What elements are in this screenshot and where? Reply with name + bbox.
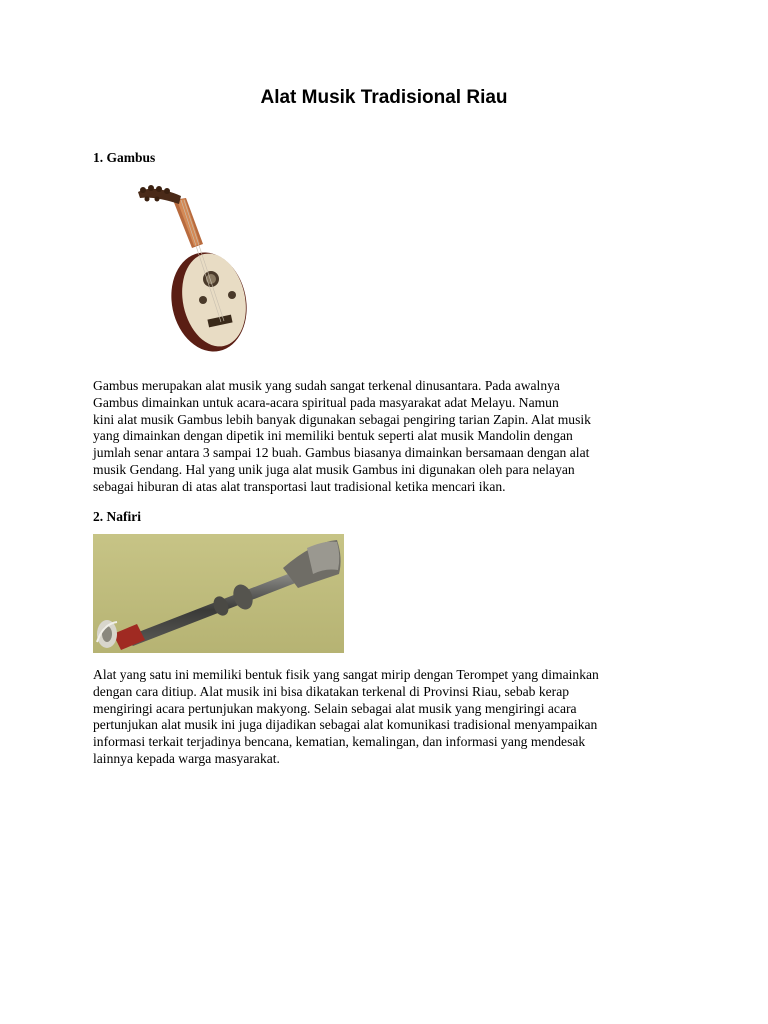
paragraph-line: Gambus merupakan alat musik yang sudah sangat terkenal dinusantara. Pada awalnya: [93, 378, 560, 393]
paragraph-line: pertunjukan alat musik ini juga dijadikan sebagai alat komunikasi tradisional menyampaikan: [93, 717, 598, 733]
gambus-lute-image: [93, 182, 263, 357]
section-paragraph-gambus: [93, 378, 693, 496]
paragraph-line: sebagai hiburan di atas alat transportasi laut tradisional ketika mencari ikan.: [93, 478, 506, 494]
paragraph-line: informasi terkait terjadinya bencana, kematian, kemalingan, dan informasi yang mendesak: [93, 734, 586, 750]
paragraph-line: yang dimainkan dengan dipetik ini memiliki bentuk seperti alat musik Mandolin dengan: [93, 428, 573, 444]
section-heading-nafiri: 2. Nafiri: [93, 509, 141, 524]
nafiri-trumpet-image: [93, 534, 344, 653]
section-heading-gambus: 1. Gambus: [93, 150, 156, 165]
section-paragraph-nafiri: [93, 667, 693, 768]
paragraph-line: lainnya kepada warga masyarakat.: [93, 750, 280, 766]
paragraph-line: Alat yang satu ini memiliki bentuk fisik yang sangat mirip dengan Terompet yang dimainkan: [93, 667, 599, 682]
paragraph-line: dengan cara ditiup. Alat musik ini bisa dikatakan terkenal di Provinsi Riau, sebab kerap: [93, 683, 570, 699]
paragraph-line: musik Gendang. Hal yang unik juga alat musik Gambus ini digunakan oleh para nelayan: [93, 461, 575, 477]
paragraph-line: mengiringi acara pertunjukan makyong. Selain sebagai alat musik yang mengiringi acara: [93, 700, 577, 716]
paragraph-line: kini alat musik Gambus lebih banyak digunakan sebagai pengiring tarian Zapin. Alat musik: [93, 411, 591, 427]
paragraph-line: Gambus dimainkan untuk acara-acara spiritual pada masyarakat adat Melayu. Namun: [93, 394, 559, 410]
page-title: Alat Musik Tradisional Riau: [260, 87, 508, 108]
paragraph-line: jumlah senar antara 3 sampai 12 buah. Gambus biasanya dimainkan bersamaan dengan alat: [93, 445, 590, 461]
